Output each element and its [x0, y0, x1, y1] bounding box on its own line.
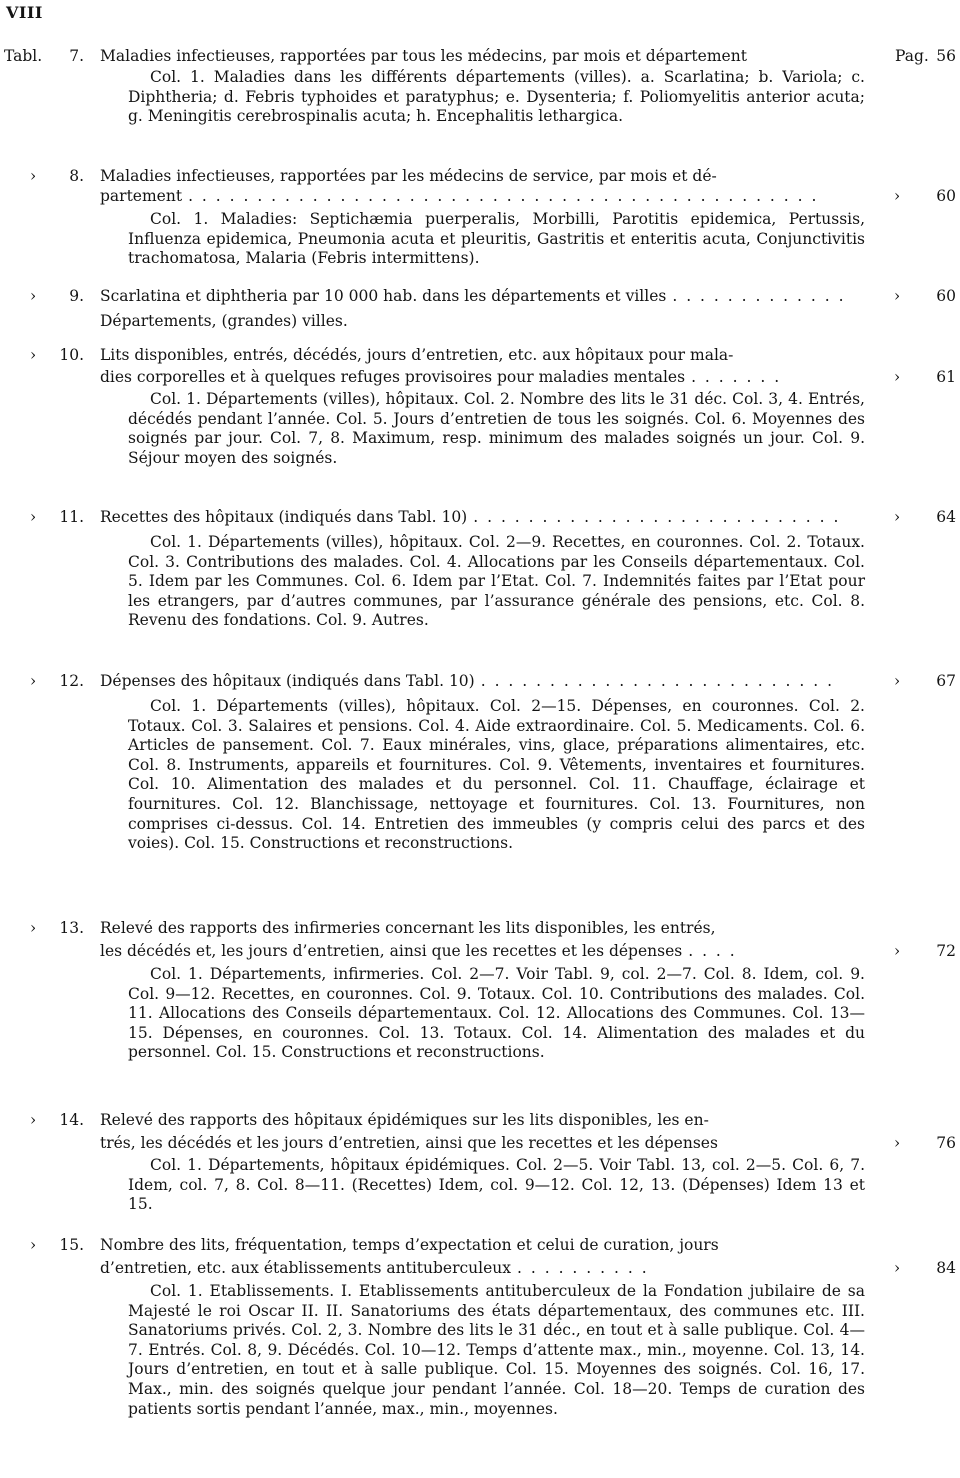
entry-number: 14.	[59, 1111, 84, 1129]
entry-title: Dépenses des hôpitaux (indiqués dans Tabl. 10) . . . . . . . . . . . . . . . . . . . . . . . . . .	[100, 672, 834, 690]
repeat-mark: ›	[30, 167, 37, 185]
entry-page: 56	[936, 47, 956, 65]
entry-number: 12.	[59, 672, 84, 690]
entry-page: › 60	[894, 187, 956, 205]
repeat-mark: ›	[30, 672, 37, 690]
repeat-mark: ›	[30, 508, 37, 526]
repeat-mark: ›	[30, 1236, 37, 1254]
repeat-mark: ›	[30, 1111, 37, 1129]
entry-number: 9.	[69, 287, 84, 305]
entry-columns-description: Col. 1. Départements (villes), hôpitaux. Col. 2—9. Recettes, en couronnes. Col. 2. Totaux. Col. 3. Contributions des malades. Col. 4. Allocations par les Conseils départementaux. Col. 5. Idem par les Communes. Col. 6. Idem par l’Etat. Col. 7. Indemnités faites par l’Etat pour les etrangers, par d’autres communes, par l’assurance générale des pensions, etc. Col. 8. Revenu des fondations. Col. 9. Autres.	[128, 533, 865, 630]
entry-title: Maladies infectieuses, rapportées par tous les médecins, par mois et département	[100, 47, 747, 65]
entry-columns-description: Col. 1. Maladies dans les différents départements (villes). a. Scarlatina; b. Variola; c. Diphtheria; d. Febris typhoides et paratyphus; e. Dysenteria; f. Poliomyelitis anterior acuta; g. Meningitis cerebrospinalis acuta; h. Encephalitis lethargica.	[128, 68, 865, 126]
entry-title: Lits disponibles, entrés, décédés, jours d’entretien, etc. aux hôpitaux pour mala- dies corporelles et à quelques refuges provisoires pour maladies mentales . . . . . . .	[100, 346, 782, 386]
entry-title: Nombre des lits, fréquentation, temps d’expectation et celui de curation, jours d’entretien, etc. aux établissements antituberculeux . . . . . . . . . .	[100, 1236, 719, 1277]
repeat-mark: ›	[30, 919, 37, 937]
entry-page: › 67	[894, 672, 956, 690]
entry-columns-description: Col. 1. Départements, hôpitaux épidémiques. Col. 2—5. Voir Tabl. 13, col. 2—5. Col. 6, 7. Idem, col. 7, 8. Col. 8—11. (Recettes) Idem, col. 9—12. Col. 12, 13. (Dépenses) Idem 13 et 15.	[128, 1156, 865, 1214]
tabl-prefix: Tabl.	[4, 47, 43, 65]
entry-number: 15.	[59, 1236, 84, 1254]
entry-title: Scarlatina et diphtheria par 10 000 hab. dans les départements et villes . . . . . . . . . . . . .	[100, 287, 846, 305]
entry-number: 8.	[69, 167, 84, 185]
entry-number: 13.	[59, 919, 84, 937]
entry-page: › 61	[894, 368, 956, 386]
entry-title: Recettes des hôpitaux (indiqués dans Tabl. 10) . . . . . . . . . . . . . . . . . . . . . . . . . . .	[100, 508, 841, 526]
entry-page: › 76	[894, 1134, 956, 1152]
entry-title: Maladies infectieuses, rapportées par les médecins de service, par mois et dé- partement . . . . . . . . . . . . . . . . . . . . . . . . . . . . . . . . . . . . . . . . . . . . . .	[100, 167, 819, 205]
entry-page: › 60	[894, 287, 956, 305]
entry-columns-description: Col. 1. Départements, infirmeries. Col. 2—7. Voir Tabl. 9, col. 2—7. Col. 8. Idem, col. 9. Col. 9—12. Recettes, en couronnes. Col. 9. Totaux. Col. 10. Contributions des malades. Col. 11. Allocations des Conseils départementaux. Col. 12. Allocations des Communes. Col. 13—15. Dépenses, en couronnes. Col. 13. Totaux. Col. 14. Alimentation des malades et du personnel. Col. 15. Constructions et reconstructions.	[128, 965, 865, 1062]
entry-title: Relevé des rapports des infirmeries concernant les lits disponibles, les entrés, les décédés et, les jours d’entretien, ainsi que les recettes et les dépenses . . . .	[100, 919, 737, 960]
repeat-mark: ›	[30, 346, 37, 364]
entry-number: 10.	[59, 346, 84, 364]
repeat-mark: ›	[30, 287, 37, 305]
page-label: Pag.	[895, 47, 929, 65]
entry-columns-description: Col. 1. Départements (villes), hôpitaux. Col. 2—15. Dépenses, en couronnes. Col. 2. Totaux. Col. 3. Salaires et pensions. Col. 4. Aide extraordinaire. Col. 5. Medicaments. Col. 6. Articles de pansement. Col. 7. Eaux minérales, vins, glace, préparations alimentaires, etc. Col. 8. Instruments, appareils et fournitures. Col. 9. Vêtements, inventaires et fournitures. Col. 10. Alimentation des malades et du personnel. Col. 11. Chauffage, éclairage et fournitures. Col. 12. Blanchissage, nettoyage et fournitures. Col. 13. Fournitures, non comprises ci-dessus. Col. 14. Entretien des immeubles (y compris celui des parcs et des voies). Col. 15. Constructions et reconstructions.	[128, 697, 865, 853]
entry-page: › 64	[894, 508, 956, 526]
entry-title: Relevé des rapports des hôpitaux épidémiques sur les lits disponibles, les en- trés, les décédés et les jours d’entretien, ainsi que les recettes et les dépenses	[100, 1111, 718, 1152]
entry-page: › 72	[894, 942, 956, 960]
page-number: VIII	[6, 3, 43, 22]
entry-number: 11.	[59, 508, 84, 526]
entry-number: 7.	[69, 47, 84, 65]
entry-columns-description: Col. 1. Maladies: Septichæmia puerperalis, Morbilli, Parotitis epidemica, Pertussis, Influenza epidemica, Pneumonia acuta et pleuritis, Gastritis et enteritis acuta, Conjunctivitis trachomatosa, Malaria (Febris intermittens).	[128, 210, 865, 268]
entry-page: › 84	[894, 1259, 956, 1277]
entry-columns-description: Départements, (grandes) villes.	[100, 312, 348, 330]
entry-columns-description: Col. 1. Départements (villes), hôpitaux. Col. 2. Nombre des lits le 31 déc. Col. 3, 4. Entrés, décédés pendant l’année. Col. 5. Jours d’entretien de tous les soignés. Col. 6. Moyennes des soignés par jour. Col. 7, 8. Maximum, resp. minimum des malades soignés un jour. Col. 9. Séjour moyen des soignés.	[128, 390, 865, 467]
entry-columns-description: Col. 1. Etablissements. I. Etablissements antituberculeux de la Fondation jubilaire de sa Majesté le roi Oscar II. II. Sanatoriums des états départementaux, des communes etc. III. Sanatoriums privés. Col. 2, 3. Nombre des lits le 31 déc., en tout et à salle publique. Col. 4—7. Entrés. Col. 8, 9. Décédés. Col. 10—12. Temps d’attente max., min., moyenne. Col. 13, 14. Jours d’entretien, en tout et à salle publique. Col. 15. Moyennes des soignés. Col. 16, 17. Max., min. des soignés quelque jour pendant l’année. Col. 18—20. Temps de curation des patients sortis pendant l’année, max., min., moyennes.	[128, 1282, 865, 1418]
